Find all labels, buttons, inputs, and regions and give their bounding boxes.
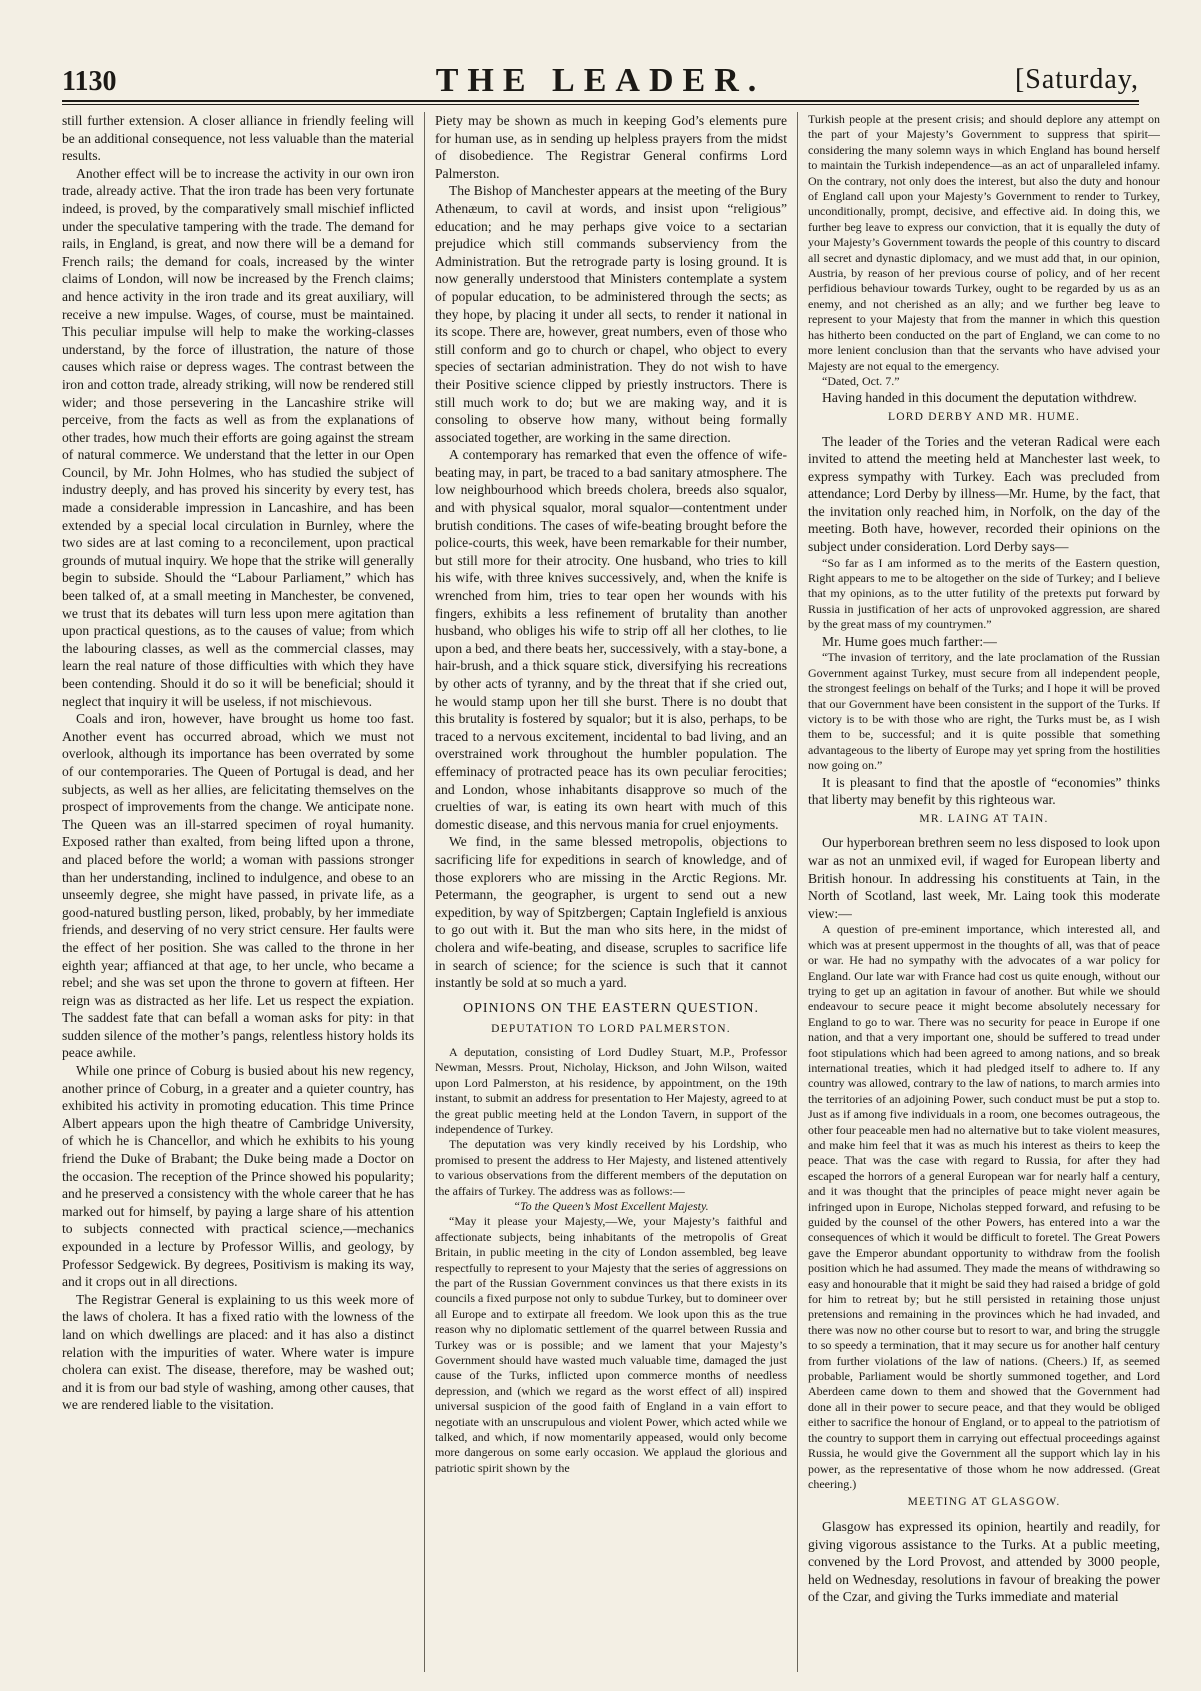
paragraph: We find, in the same blessed metropolis, objections to sacrificing life for expeditions in search of knowledge, and of those explorers who are missing in the Arctic Regions. Mr. Petermann, the geographer, is urgent to send out a new expedition, by way of Spitzbergen; Captain Inglefield is anxious to go out with it. But the man who sits here, in the midst of cholera and wife-beating, and disease, scruples to sacrifice life in search of science; for the science is such that it cannot instantly be sold at so much a yard. <box>435 834 787 991</box>
paragraph: Having handed in this document the deputation withdrew. <box>822 390 1137 406</box>
header-rule <box>62 100 1139 102</box>
section-subheading: DEPUTATION TO LORD PALMERSTON. <box>491 1023 731 1036</box>
quotation: “The invasion of territory, and the late proclamation of the Russian Government against Turkey, must secure from all independent people, the strongest feelings on behalf of the Turks; and I hope it will be proved that our Government have been consistent in the support of the Turks. If victory is to be with those who are right, the Turks must be, as I wish them to be, successful; and it is quite possible that something advantageous to the liberty of Europe may yet spring from the hostilities now going on.” <box>808 650 1160 773</box>
paragraph: The deputation was very kindly received by his Lordship, who promised to present the address to Her Majesty, and listened attentively to various observations from the different members of the deputation on the affairs of Turkey. The address was as follows:— <box>435 1137 787 1198</box>
section-subheading: MEETING AT GLASGOW. <box>907 1496 1061 1509</box>
quotation: A question of pre-eminent importance, which interested all, and which was at present uppermost in the thoughts of all, was that of peace or war. He had no sympathy with the advocates of a war policy for England. Our late war with France had cost us quite enough, without our trying to get up an agitation in favour of another. But while we should endeavour to secure peace it might become absolutely necessary for England to go to war. There was no security for peace in Europe if one nation, and that a very important one, should be suffered to tread under foot stipulations which had been agreed to among nations, and so break international treaties, which it had pledged itself to adhere to. If any country was allowed, contrary to the law of nations, to march armies into the territories of an adjoining Power, such conduct must be put a stop to. Just as if among five individuals in a room, one becomes outrageous, the other four peaceable men had no alternative but to take violent measures, and make him feel that it was as much his interest as theirs to keep the peace. That was the case with regard to Russia, for after they had escaped the horrors of a general European war for nearly half a century, and it was thought that the principles of peace might never again be infringed upon in Europe, Nicholas stepped forward, and refusing to be guided by the counsel of the other Powers, has entered into a war the consequences of which it would be difficult to foretel. The Great Powers gave the Emperor abundant opportunity to withdraw from the foolish position which he had assumed. They made the means of withdrawing so easy and honourable that it might be said they had raised a bridge of gold for him to retreat by; but he still persisted in retaining those unjust pretensions and remaining in the provinces which he had invaded, and there was now no other course but to resort to war, and bring the struggle to so speedy a termination, that it may secure us for another half century from further violations of the law of nations. (Cheers.) If, as seemed probable, Parliament would be shortly summoned together, and Lord Aberdeen came down to them and showed that the Government had done all in their power to secure peace, and that they would be obliged either to sacrifice the honour of England, or to appeal to the patriotism of the country to support them in carrying out effectual proceedings against Russia, he would give the Government all the support which lay in his power, as the representative of those whom he now addressed. (Great cheering.) <box>808 922 1160 1491</box>
paragraph: The leader of the Tories and the veteran Radical were each invited to attend the meeting held at Manchester last week, to express sympathy with Turkey. Each was precluded from attendance; Lord Derby by illness—Mr. Hume, by the fact, that the invitation only reached him, in Norfolk, on the day of the meeting. Both have, however, recorded their opinions on the subject under consideration. Lord Derby says— <box>808 433 1160 555</box>
address-salutation: “To the Queen’s Most Excellent Majesty. <box>513 1198 709 1213</box>
issue-day: [Saturday, <box>1014 64 1139 95</box>
paragraph: Mr. Hume goes much farther:— <box>822 633 997 649</box>
paragraph: A contemporary has remarked that even the offence of wife-beating may, in part, be traced to a bad sanitary atmosphere. The low neighbourhood which breeds cholera, breeds also squalor, and with physical squalor, moral squalor—contentment under brutish conditions. The cases of wife-beating brought before the police-courts, this week, have been remarkable for their number, but still more for their atrocity. One husband, who tries to kill his wife, with three knives successively, and, when the knife is wrenched from him, tries to tear open her wounds with his fingers, exhibits a less refinement of brutality than another husband, who obliges his wife to strip off all her clothes, to lie upon a bed, and there beats her, successively, with a stay-bone, a hair-brush, and a thick square stick, diversifying his recreations by other acts of tyranny, and by the threat that if she cried out, he would stamp upon her till she burst. There is no doubt that this brutality is fostered by squalor; but it is also, perhaps, to be traced to a nervous excitement, incidental to bad living, and an overstrained work throughout the humbler population. The effeminacy of protracted peace has its own peculiar ferocities; and London, whose inhabitants disapprove so much of the cruelties of war, is eating its own heart with much of this domestic disease, and this nervous mania for cruel enjoyments. <box>435 447 787 832</box>
masthead <box>62 56 1139 102</box>
paragraph: Glasgow has expressed its opinion, heartily and readily, for giving vigorous assistance to the Turks. At a public meeting, convened by the Lord Provost, and attended by 3000 people, held on Wednesday, resolutions in favour of breaking the power of the Czar, and giving the Turks immediate and material <box>808 1518 1160 1605</box>
dateline: “Dated, Oct. 7.” <box>822 373 900 388</box>
quotation: “So far as I am informed as to the merits of the Eastern question, Right appears to me to be altogether on the side of Turkey; and I believe that my opinions, as to the utter futility of the pretexts put forward by Russia in justification of her acts of unprovoked aggression, are shared by the great mass of my countrymen.” <box>808 555 1160 632</box>
paragraph: Our hyperborean brethren seem no less disposed to look upon war as not an unmixed evil, if waged for European liberty and British honour. In addressing his constituents at Tain, in the North of Scotland, last week, Mr. Laing took this moderate view:— <box>808 835 1160 921</box>
paragraph: still further extension. A closer alliance in friendly feeling will be an additional consequence, not less valuable than the material results. <box>62 113 414 164</box>
column-divider <box>797 112 798 1672</box>
quoted-address: Turkish people at the present crisis; and should deplore any attempt on the part of your Majesty’s Government to suppress that spirit—considering the many solemn ways in which England has bound herself to maintain the Turkish independence—as an act of unparalleled infamy. On the contrary, not only does the interest, but also the duty and honour of England call upon your Majesty’s Government to render to Turkey, unconditionally, prompt, decisive, and effective aid. In doing this, we further beg leave to express our conviction, that it is equally the duty of your Majesty’s Government towards the people of this country to discard all secret and dynastic diplomacy, and we must add that, in our opinion, Austria, by reason of her previous course of policy, and of her recent perfidious behaviour towards Turkey, ought to be regarded by us as an enemy, and not cherished as an ally; and we further beg leave to represent to your Majesty that from the manner in which this question has hitherto been conducted on the part of England, we can come to no more lenient conclusion than that the servants who have advised your Majesty are not equal to the emergency. <box>808 112 1160 373</box>
paragraph: It is pleasant to find that the apostle of “economies” thinks that liberty may benefit by this righteous war. <box>808 774 1160 808</box>
paragraph: The Bishop of Manchester appears at the meeting of the Bury Athenæum, to cavil at words, and insist upon “religious” education; and he may perhaps give voice to a sectarian prejudice which still commands subserviency from the Administration. But the retrograde party is losing ground. It is now generally understood that Ministers contemplate a system of popular education, to be administered through the sects; as they hope, by placing it under all sects, to render it national in its scope. There are, however, great numbers, even of those who still conform and go to church or chapel, who object to every species of sectarian administration. They do not wish to have their Positive science clipped by priestly instructors. There is still much work to do; but we are making way, and it is consoling to observe how many, without being formally associated together, are working in the same direction. <box>435 183 787 445</box>
paragraph: A deputation, consisting of Lord Dudley Stuart, M.P., Professor Newman, Messrs. Prout, Nicholay, Hickson, and John Wilson, waited upon Lord Palmerston, at his residence, by appointment, on the 19th instant, to submit an address for presentation to Her Majesty, agreed to at the great public meeting held at the London Tavern, in support of the independence of Turkey. <box>435 1044 787 1136</box>
newspaper-title: THE LEADER. <box>435 62 766 99</box>
header-rule-thin <box>62 104 1139 105</box>
column-3 <box>808 112 1160 1672</box>
paragraph: Piety may be shown as much in keeping God’s elements pure for human use, as in sending up helpless prayers from the midst of disobedience. The Registrar General confirms Lord Palmerston. <box>435 113 787 181</box>
section-subheading: MR. LAING AT TAIN. <box>919 812 1049 825</box>
section-heading: OPINIONS ON THE EASTERN QUESTION. <box>462 1000 759 1016</box>
paragraph: Coals and iron, however, have brought us home too fast. Another event has occurred abroad, which we must not overlook, although its importance has been overrated by some of our contemporaries. The Queen of Portugal is dead, and her subjects, as well as her allies, are felicitating themselves on the prospect of improvements from the change. We anticipate none. The Queen was an ill-starred specimen of royal humanity. Exposed rather than exalted, from being lifted upon a throne, and placed before the world; a woman with passions stronger than her understanding, inclined to indulgence, and obese to an unseemly degree, she might have passed, in private life, as a good-natured bustling person, liked, probably, by her immediate friends, and deserving of no very strict censure. Her faults were the effect of her position. She was called to the throne in her eighth year; affianced at that age, to her uncle, who became a rebel; and she was set upon the throne to govern at fifteen. Her reign was as distracted as her life. Let us respect the expiation. The saddest fate that can befall a woman asks for pity: in that sudden silence of the mother’s pangs, relentless history holds its peace awhile. <box>62 711 414 1061</box>
column-divider <box>424 112 425 1672</box>
column-1 <box>62 112 414 1672</box>
section-subheading: LORD DERBY AND MR. HUME. <box>888 410 1080 423</box>
column-2 <box>435 112 787 1672</box>
quoted-address: “May it please your Majesty,—We, your Majesty’s faithful and affectionate subjects, being inhabitants of the metropolis of Great Britain, in public meeting in the city of London assembled, beg leave respectfully to represent to your Majesty that the series of aggressions on the part of the Russian Government convinces us that there exists in its councils a fixed purpose not only to subdue Turkey, but to domineer over all Europe and to extirpate all freedom. We look upon this as the true reason why no diplomatic settlement of the quarrel between Russia and Turkey was or is possible; and we lament that your Majesty’s Government should have wasted much valuable time, damaged the just cause of the Turks, inflicted upon commerce months of needless depression, and (which we regard as the worst effect of all) inspired universal suspicion of the good faith of England in a vain effort to negotiate with an unscrupulous and violent Power, which acted while we talked, and which, if now momentarily appeased, would only become more dangerous on some early occasion. We applaud the glorious and patriotic spirit shown by the <box>435 1214 787 1475</box>
page-number: 1130 <box>62 66 117 97</box>
paragraph: Another effect will be to increase the activity in our own iron trade, already active. That the iron trade has been very fortunate indeed, is proved, by the comparatively small mischief inflicted under the speculative tampering with the trade. The demand for rails, in England, is great, and now there will be a demand for French rails; the demand for coals, increased by the winter claims of London, will now be increased by the French claims; and hence activity in the iron trade and its great auxiliary, will receive a new impulse. Wages, of course, must be maintained. This peculiar impulse will help to make the working-classes understand, by the force of illustration, the nature of those causes which raise or depress wages. The contrast between the iron and cotton trade, already striking, will now be rendered still wider; and those persevering in the Lancashire strike will perceive, from the facts as well as from the explanations of other trades, how much their efforts are going against the stream of natural commerce. We understand that the letter in our Open Council, by Mr. John Holmes, who has studied the subject of industry deeply, and has proved his sincerity by every test, has made a considerable impression in Lancashire, and has been extended by a special local circulation in Burnley, where the two sides are at last coming to a reconcilement, upon practical grounds of mutual inquiry. We hope that the strike will generally begin to subside. Should the “Labour Parliament,” which has been talked of, at a small meeting in Manchester, be convened, we trust that its debates will turn less upon mere agitation than upon practical questions, as to the causes of value; from which the labouring classes, as well as the commercial classes, may learn the real nature of those difficulties with which they have been contending. Should it do so it will be beneficial; should it neglect that inquiry it will be useless, if not mischievous. <box>62 165 414 709</box>
paragraph: While one prince of Coburg is busied about his new regency, another prince of Coburg, in a greater and a quieter country, has exhibited his activity in promoting education. This time Prince Albert appears upon the high theatre of Cambridge University, of which he is Chancellor, and which he exhibits to his young friend the Duke of Brabant; the Duke being made a Doctor on the occasion. The reception of the Prince showed his popularity; and he preserved a consistency with the whole career that he has marked out for himself, by paying a large share of his attention to subjects connected with practical science,—mechanics expounded in a lecture by Professor Willis, and geology, by Professor Sedgewick. By degrees, Positivism is making its way, and it crops out in all directions. <box>62 1063 414 1290</box>
paragraph: The Registrar General is explaining to us this week more of the laws of cholera. It has a fixed ratio with the lowness of the land on which dwellings are placed: and it has also a distinct relation with the impurities of water. Where water is impure cholera can exist. The disease, therefore, may be washed out; and it is from our bad style of washing, among other causes, that we are rendered liable to the visitation. <box>62 1291 414 1413</box>
